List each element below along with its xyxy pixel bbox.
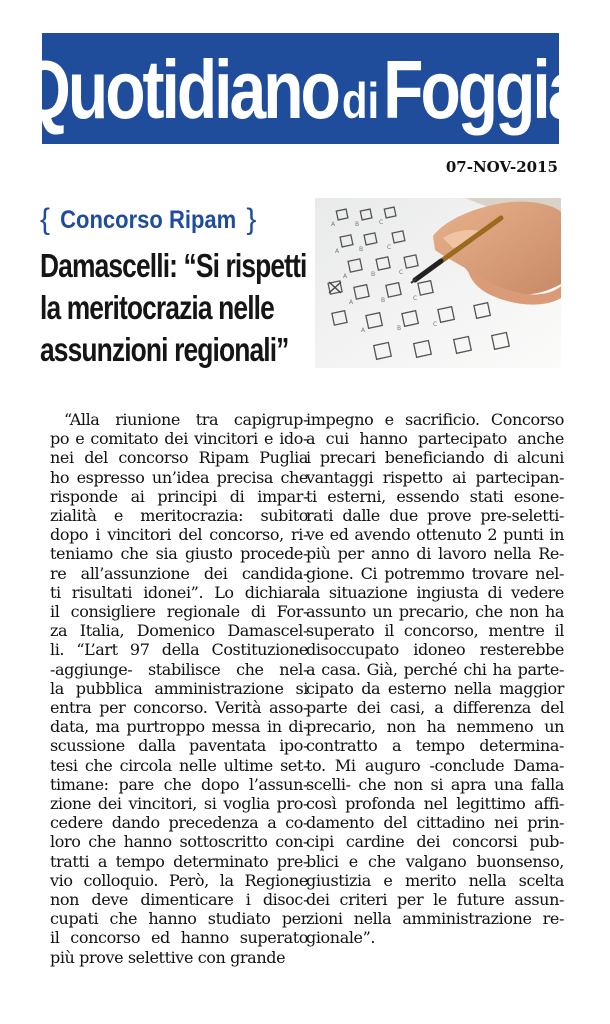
article-text-line: il consigliere regionale di For- [50,602,308,622]
article-text-line: cupati che hanno studiato per [50,909,308,929]
headline-line: Damascelli: “Si rispetti [40,247,307,285]
article-text-line: ho espresso un’idea precisa che [50,467,308,487]
article-text-line: gione. Ci potremmo trovare nel- [306,563,564,583]
article-text-line: zioni nella amministrazione re- [306,909,564,929]
article-text-line: dei criteri per le future assun- [306,890,564,910]
article-text-line: entra per concorso. Verità asso- [50,698,308,718]
article-text-line: precario, non ha nemmeno un [306,717,564,737]
article-text-line: to. Mi auguro -conclude Dama- [306,755,564,775]
svg-text:B: B [397,325,402,332]
article-text-line: a cui hanno partecipato anche [306,429,564,449]
article-text-line: za Italia, Domenico Damascel- [50,621,308,641]
article-text-line: cipato da esterno nella maggior [306,678,564,698]
article-text-line: vantaggi rispetto ai partecipan- [306,467,564,487]
article-text-line: -aggiunge- stabilisce che nel- [50,659,308,679]
publication-date: 07-NOV-2015 [445,158,558,176]
article-text-line: più prove selettive con grande [50,947,286,967]
article-text-line: il concorso ed hanno superato [50,928,308,948]
article-text-line: così profonda nel legittimo affi- [306,794,564,814]
svg-text:A: A [343,273,348,280]
article-text-line: risponde ai principi di impar- [50,486,308,506]
svg-text:B: B [359,246,364,253]
article-text-line: più per anno di lavoro nella Re- [306,544,564,564]
article-text-line: ti risultati idonei”. Lo dichiara [50,582,308,602]
article-text-line: giustizia e merito nella scelta [306,870,564,890]
article-text-line: assunto un precario, che non ha [306,602,564,622]
article-text-line: ti esterni, essendo stati esone- [306,486,564,506]
article-text-line: loro che hanno sottoscritto con- [50,832,308,852]
svg-text:B: B [371,271,376,278]
article-text-line: impegno e sacrificio. Concorso [306,410,564,429]
article-text-line: po e comitato dei vincitori e ido- [50,429,308,449]
article-text-line: cedere dando precedenza a co- [50,813,308,833]
article-text-line: data, ma purtroppo messa in di- [50,717,308,737]
article-text-line: tesi che circola nelle ultime set- [50,755,308,775]
svg-text:C: C [399,269,404,276]
svg-text:B: B [381,297,386,304]
article-text-line: superato il concorso, mentre il [306,621,564,641]
article-text-line: ve ed avendo ottenuto 2 punti in [306,525,564,545]
article-text-line: la pubblica amministrazione si [50,678,308,698]
article-column-2 [306,410,564,948]
article-text-line: li. “L’art 97 della Costituzione [50,640,308,660]
svg-text:C: C [413,295,418,302]
article-text-line: zione dei vincitori, si voglia pro- [50,794,308,814]
exam-answer-sheet-photo [315,198,561,368]
headline-line: assunzioni regionali” [40,331,289,369]
svg-text:A: A [361,327,366,334]
svg-text:C: C [387,244,392,251]
article-text-line: nei del concorso Ripam Puglia [50,448,308,468]
article-text-line: la situazione ingiusta di vedere [306,582,564,602]
svg-text:B: B [355,221,360,228]
section-kicker [40,201,256,235]
article-text-line: contratto a tempo determina- [306,736,564,756]
article-text-line: rati dalle due prove pre-seletti- [306,506,564,526]
article-text-line: gionale”. [306,928,376,948]
article-text-line: timane: pare che dopo l’assun- [50,774,308,794]
article-text-line: parte dei casi, a differenza del [306,698,564,718]
headline-line: la meritocrazia nelle [40,289,274,327]
article-text-line: re all’assunzione dei candida- [50,563,308,583]
svg-text:A: A [335,248,340,255]
masthead-quotidiano: Quotidiano [19,42,338,135]
article-text-line: dopo i vincitori del concorso, ri- [50,525,308,545]
svg-text:A: A [331,221,336,228]
article-text-line: disoccupato idoneo resterebbe [306,640,564,660]
svg-text:C: C [379,219,384,226]
article-text-line: teniamo che sia giusto procede- [50,544,308,564]
article-text-line: tratti a tempo determinato pre- [50,851,308,871]
article-text-line: i precari beneficiando di alcuni [306,448,564,468]
article-text-line: scussione dalla paventata ipo- [50,736,308,756]
article-text-line: non deve dimenticare i disoc- [50,890,308,910]
article-text-line: blici e che valgano buonsenso, [306,851,564,871]
svg-text:A: A [349,299,354,306]
article-text-line: a casa. Già, perché chi ha parte- [306,659,564,679]
newspaper-masthead [19,33,582,144]
article-text-line: scelli- che non si apra una falla [306,774,564,794]
article-text-line: cipi cardine dei concorsi pub- [306,832,564,852]
kicker-open-brace: { [40,203,51,236]
article-text-line: damento del cittadino nei prin- [306,813,564,833]
article-column-1 [50,410,308,967]
masthead-foggia: Foggia [383,42,582,135]
article-text-line: “Alla riunione tra capigrup- [64,410,308,429]
article-headline [40,246,310,372]
article-text-line: vio colloquio. Però, la Regione [50,870,308,890]
kicker-close-brace: } [246,203,257,236]
article-text-line: zialità e meritocrazia: subito [50,506,308,526]
kicker-text: Concorso Ripam [60,205,237,234]
svg-text:C: C [433,321,438,328]
masthead-di: di [341,71,380,129]
